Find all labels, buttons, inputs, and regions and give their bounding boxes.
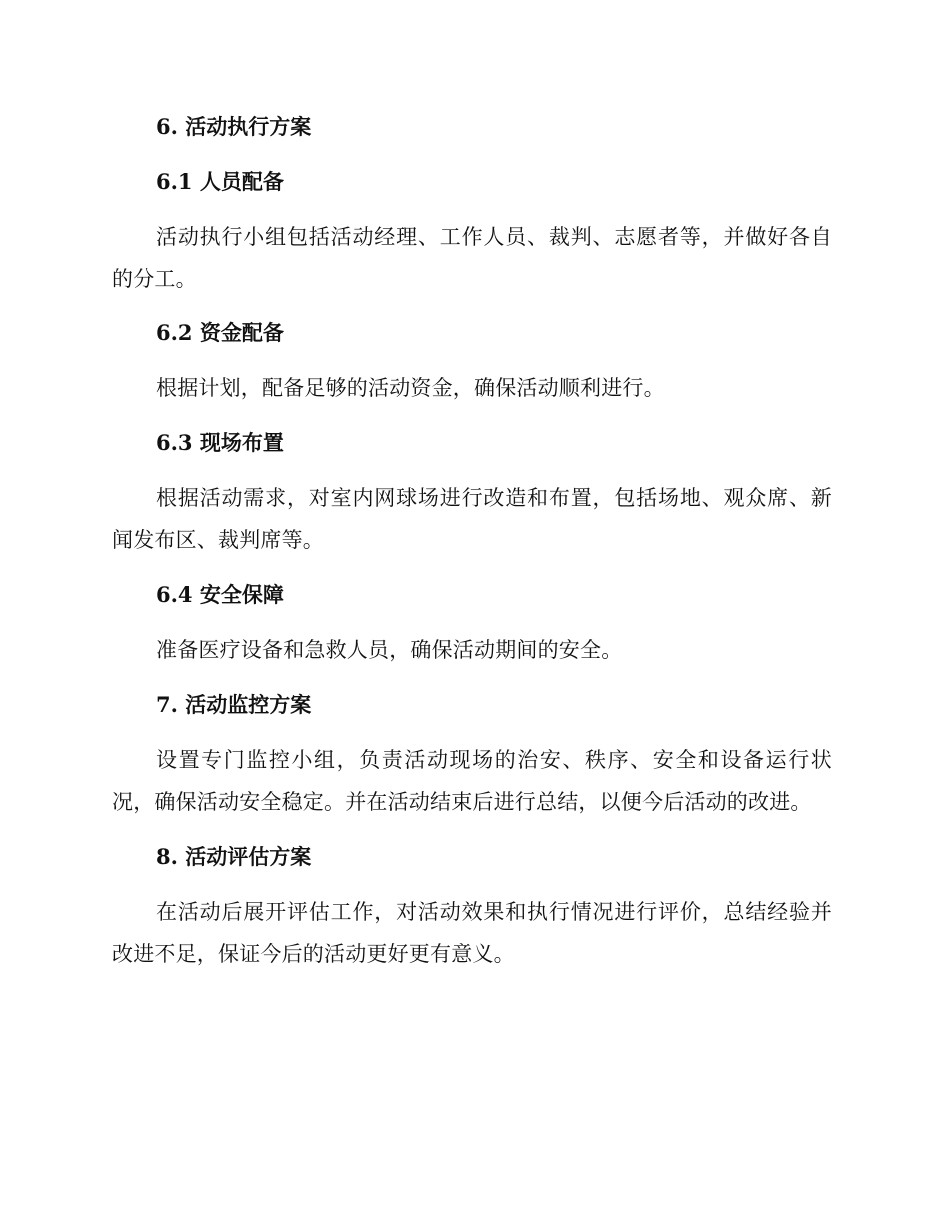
section-heading-8: 8. 活动评估方案 — [156, 844, 312, 869]
section-heading-6-4: 6.4 安全保障 — [156, 582, 284, 607]
section-heading-7: 7. 活动监控方案 — [156, 692, 312, 717]
section-heading-6-2: 6.2 资金配备 — [156, 320, 284, 345]
section-paragraph-6-2: 根据计划，配备足够的活动资金，确保活动顺利进行。 — [156, 376, 665, 400]
section-paragraph-6-4: 准备医疗设备和急救人员，确保活动期间的安全。 — [156, 638, 623, 662]
section-paragraph-7: 设置专门监控小组，负责活动现场的治安、秩序、安全和设备运行状况，确保活动安全稳定。并在活动结束后进行总结，以便今后活动的改进。 — [112, 748, 832, 814]
section-heading-6-3: 6.3 现场布置 — [156, 430, 284, 455]
section-paragraph-6-1: 活动执行小组包括活动经理、工作人员、裁判、志愿者等，并做好各自的分工。 — [112, 225, 832, 291]
section-heading-6: 6. 活动执行方案 — [156, 114, 312, 139]
section-heading-6-1: 6.1 人员配备 — [156, 169, 284, 194]
section-paragraph-6-3: 根据活动需求，对室内网球场进行改造和布置，包括场地、观众席、新闻发布区、裁判席等。 — [112, 486, 832, 552]
section-paragraph-8: 在活动后展开评估工作，对活动效果和执行情况进行评价，总结经验并改进不足，保证今后的活动更好更有意义。 — [112, 900, 832, 966]
